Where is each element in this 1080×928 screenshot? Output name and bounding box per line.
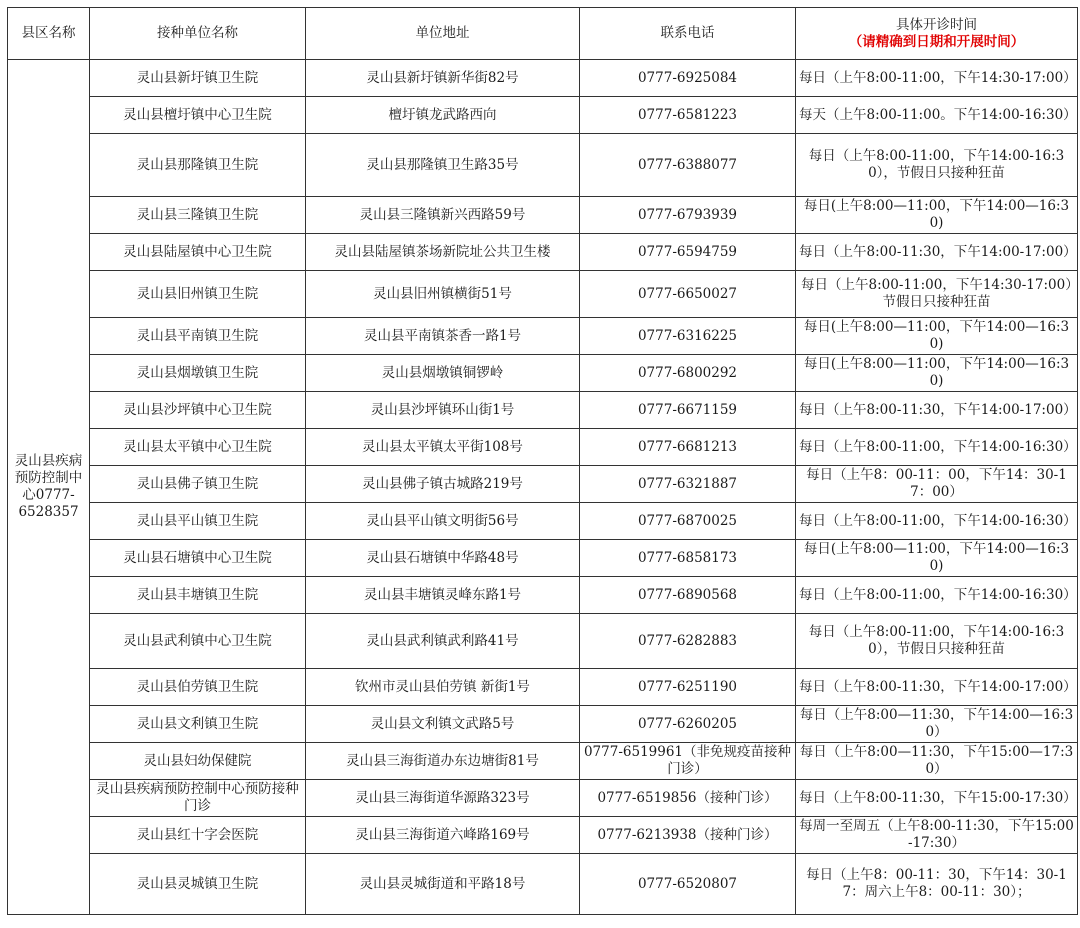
hours-cell: 每日(上午8:00—11:00，下午14:00—16:30) bbox=[796, 355, 1078, 392]
address-cell: 檀圩镇龙武路西向 bbox=[306, 97, 580, 134]
address-cell: 灵山县那隆镇卫生路35号 bbox=[306, 134, 580, 197]
address-cell: 灵山县文利镇文武路5号 bbox=[306, 706, 580, 743]
address-header: 单位地址 bbox=[306, 8, 580, 60]
phone-cell: 0777-6321887 bbox=[580, 466, 796, 503]
table-row bbox=[8, 392, 1078, 429]
table-row bbox=[8, 743, 1078, 780]
table-row bbox=[8, 466, 1078, 503]
unit-name-cell: 灵山县旧州镇卫生院 bbox=[90, 271, 306, 318]
hours-header-note: （请精确到日期和开展时间） bbox=[848, 33, 1025, 50]
address-cell: 灵山县石塘镇中华路48号 bbox=[306, 540, 580, 577]
phone-cell: 0777-6925084 bbox=[580, 60, 796, 97]
table-row bbox=[8, 197, 1078, 234]
phone-cell: 0777-6870025 bbox=[580, 503, 796, 540]
table-body bbox=[8, 60, 1078, 915]
hours-cell: 每日（上午8:00—11:30，下午15:00—17:30） bbox=[796, 743, 1078, 780]
address-cell: 灵山县武利镇武利路41号 bbox=[306, 614, 580, 669]
phone-cell: 0777-6681213 bbox=[580, 429, 796, 466]
unit-name-cell: 灵山县武利镇中心卫生院 bbox=[90, 614, 306, 669]
table-row bbox=[8, 854, 1078, 915]
unit-name-cell: 灵山县陆屋镇中心卫生院 bbox=[90, 234, 306, 271]
phone-cell: 0777-6519856（接种门诊） bbox=[580, 780, 796, 817]
address-cell: 灵山县丰塘镇灵峰东路1号 bbox=[306, 577, 580, 614]
table-row bbox=[8, 429, 1078, 466]
hours-cell: 每日(上午8:00—11:00，下午14:00—16:30) bbox=[796, 540, 1078, 577]
address-cell: 灵山县新圩镇新华街82号 bbox=[306, 60, 580, 97]
unit-name-cell: 灵山县文利镇卫生院 bbox=[90, 706, 306, 743]
unit-name-cell: 灵山县那隆镇卫生院 bbox=[90, 134, 306, 197]
phone-cell: 0777-6519961（非免规疫苗接种门诊） bbox=[580, 743, 796, 780]
address-cell: 灵山县三海街道华源路323号 bbox=[306, 780, 580, 817]
hours-cell: 每日（上午8:00-11:00，下午14:00-16:30） bbox=[796, 577, 1078, 614]
unit-name-cell: 灵山县丰塘镇卫生院 bbox=[90, 577, 306, 614]
unit-name-cell: 灵山县平南镇卫生院 bbox=[90, 318, 306, 355]
hours-cell: 每日（上午8:00-11:00，下午14:00-16:30），节假日只接种狂苗 bbox=[796, 134, 1078, 197]
phone-cell: 0777-6890568 bbox=[580, 577, 796, 614]
address-cell: 灵山县平南镇茶香一路1号 bbox=[306, 318, 580, 355]
address-cell: 灵山县烟墩镇铜锣岭 bbox=[306, 355, 580, 392]
hours-cell: 每日（上午8：00-11：00，下午14：30-17：00） bbox=[796, 466, 1078, 503]
unit-name-cell: 灵山县三隆镇卫生院 bbox=[90, 197, 306, 234]
unit-name-cell: 灵山县石塘镇中心卫生院 bbox=[90, 540, 306, 577]
unit-name-cell: 灵山县佛子镇卫生院 bbox=[90, 466, 306, 503]
table-row bbox=[8, 577, 1078, 614]
unit-name-cell: 灵山县疾病预防控制中心预防接种门诊 bbox=[90, 780, 306, 817]
hours-cell: 每日（上午8:00-11:30，下午14:00-17:00） bbox=[796, 234, 1078, 271]
county-cell: 灵山县疾病预防控制中心0777-6528357 bbox=[8, 60, 90, 915]
table-row bbox=[8, 60, 1078, 97]
phone-cell: 0777-6581223 bbox=[580, 97, 796, 134]
phone-cell: 0777-6520807 bbox=[580, 854, 796, 915]
hours-cell: 每日（上午8:00—11:30，下午14:00—16:30） bbox=[796, 706, 1078, 743]
table-row bbox=[8, 271, 1078, 318]
phone-cell: 0777-6793939 bbox=[580, 197, 796, 234]
hours-cell: 每日（上午8:00-11:30，下午15:00-17:30） bbox=[796, 780, 1078, 817]
table-row bbox=[8, 540, 1078, 577]
table-row bbox=[8, 706, 1078, 743]
hours-cell: 每日（上午8:00-11:00，下午14:30-17:00）节假日只接种狂苗 bbox=[796, 271, 1078, 318]
table-row bbox=[8, 134, 1078, 197]
table-row bbox=[8, 669, 1078, 706]
phone-cell: 0777-6671159 bbox=[580, 392, 796, 429]
phone-cell: 0777-6800292 bbox=[580, 355, 796, 392]
hours-cell: 每日(上午8:00—11:00，下午14:00—16:30) bbox=[796, 318, 1078, 355]
hours-cell: 每日（上午8:00-11:00，下午14:00-16:30） bbox=[796, 429, 1078, 466]
hours-cell: 每天（上午8:00-11:00。下午14:00-16:30） bbox=[796, 97, 1078, 134]
phone-header: 联系电话 bbox=[580, 8, 796, 60]
phone-cell: 0777-6388077 bbox=[580, 134, 796, 197]
phone-cell: 0777-6282883 bbox=[580, 614, 796, 669]
unit-name-cell: 灵山县太平镇中心卫生院 bbox=[90, 429, 306, 466]
table-header-row bbox=[8, 8, 1078, 60]
hours-cell: 每日（上午8:00-11:30，下午14:00-17:00） bbox=[796, 392, 1078, 429]
address-cell: 灵山县陆屋镇茶场新院址公共卫生楼 bbox=[306, 234, 580, 271]
hours-cell: 每日（上午8:00-11:00，下午14:30-17:00） bbox=[796, 60, 1078, 97]
phone-cell: 0777-6594759 bbox=[580, 234, 796, 271]
table-row bbox=[8, 355, 1078, 392]
phone-cell: 0777-6251190 bbox=[580, 669, 796, 706]
unit-name-cell: 灵山县灵城镇卫生院 bbox=[90, 854, 306, 915]
unit-name-header: 接种单位名称 bbox=[90, 8, 306, 60]
phone-cell: 0777-6316225 bbox=[580, 318, 796, 355]
hours-cell: 每周一至周五（上午8:00-11:30，下午15:00-17:30） bbox=[796, 817, 1078, 854]
unit-name-cell: 灵山县妇幼保健院 bbox=[90, 743, 306, 780]
hours-cell: 每日（上午8:00-11:00，下午14:00-16:30），节假日只接种狂苗 bbox=[796, 614, 1078, 669]
unit-name-cell: 灵山县红十字会医院 bbox=[90, 817, 306, 854]
unit-name-cell: 灵山县新圩镇卫生院 bbox=[90, 60, 306, 97]
hours-cell: 每日(上午8:00—11:00，下午14:00—16:30) bbox=[796, 197, 1078, 234]
phone-cell: 0777-6260205 bbox=[580, 706, 796, 743]
unit-name-cell: 灵山县平山镇卫生院 bbox=[90, 503, 306, 540]
table-row bbox=[8, 318, 1078, 355]
hours-cell: 每日（上午8：00-11：30，下午14：30-17：周六上午8：00-11：30）； bbox=[796, 854, 1078, 915]
address-cell: 灵山县灵城街道和平路18号 bbox=[306, 854, 580, 915]
unit-name-cell: 灵山县沙坪镇中心卫生院 bbox=[90, 392, 306, 429]
address-cell: 灵山县三海街道六峰路169号 bbox=[306, 817, 580, 854]
unit-name-cell: 灵山县檀圩镇中心卫生院 bbox=[90, 97, 306, 134]
phone-cell: 0777-6213938（接种门诊） bbox=[580, 817, 796, 854]
address-cell: 灵山县太平镇太平街108号 bbox=[306, 429, 580, 466]
address-cell: 钦州市灵山县伯劳镇 新街1号 bbox=[306, 669, 580, 706]
vaccination-schedule-sheet bbox=[7, 7, 1077, 915]
hours-cell: 每日（上午8:00-11:00，下午14:00-16:30） bbox=[796, 503, 1078, 540]
address-cell: 灵山县三隆镇新兴西路59号 bbox=[306, 197, 580, 234]
hours-cell: 每日（上午8:00-11:30，下午14:00-17:00） bbox=[796, 669, 1078, 706]
table-row bbox=[8, 234, 1078, 271]
table-row bbox=[8, 503, 1078, 540]
unit-name-cell: 灵山县烟墩镇卫生院 bbox=[90, 355, 306, 392]
table-row bbox=[8, 614, 1078, 669]
vaccination-sites-table bbox=[7, 7, 1078, 915]
address-cell: 灵山县旧州镇横街51号 bbox=[306, 271, 580, 318]
table-row bbox=[8, 780, 1078, 817]
address-cell: 灵山县平山镇文明街56号 bbox=[306, 503, 580, 540]
address-cell: 灵山县佛子镇古城路219号 bbox=[306, 466, 580, 503]
phone-cell: 0777-6858173 bbox=[580, 540, 796, 577]
phone-cell: 0777-6650027 bbox=[580, 271, 796, 318]
table-row bbox=[8, 817, 1078, 854]
table-row bbox=[8, 97, 1078, 134]
unit-name-cell: 灵山县伯劳镇卫生院 bbox=[90, 669, 306, 706]
hours-header-title: 具体开诊时间 bbox=[896, 16, 977, 33]
county-header: 县区名称 bbox=[8, 8, 90, 60]
address-cell: 灵山县三海街道办东边塘街81号 bbox=[306, 743, 580, 780]
hours-header bbox=[796, 8, 1078, 60]
address-cell: 灵山县沙坪镇环山街1号 bbox=[306, 392, 580, 429]
